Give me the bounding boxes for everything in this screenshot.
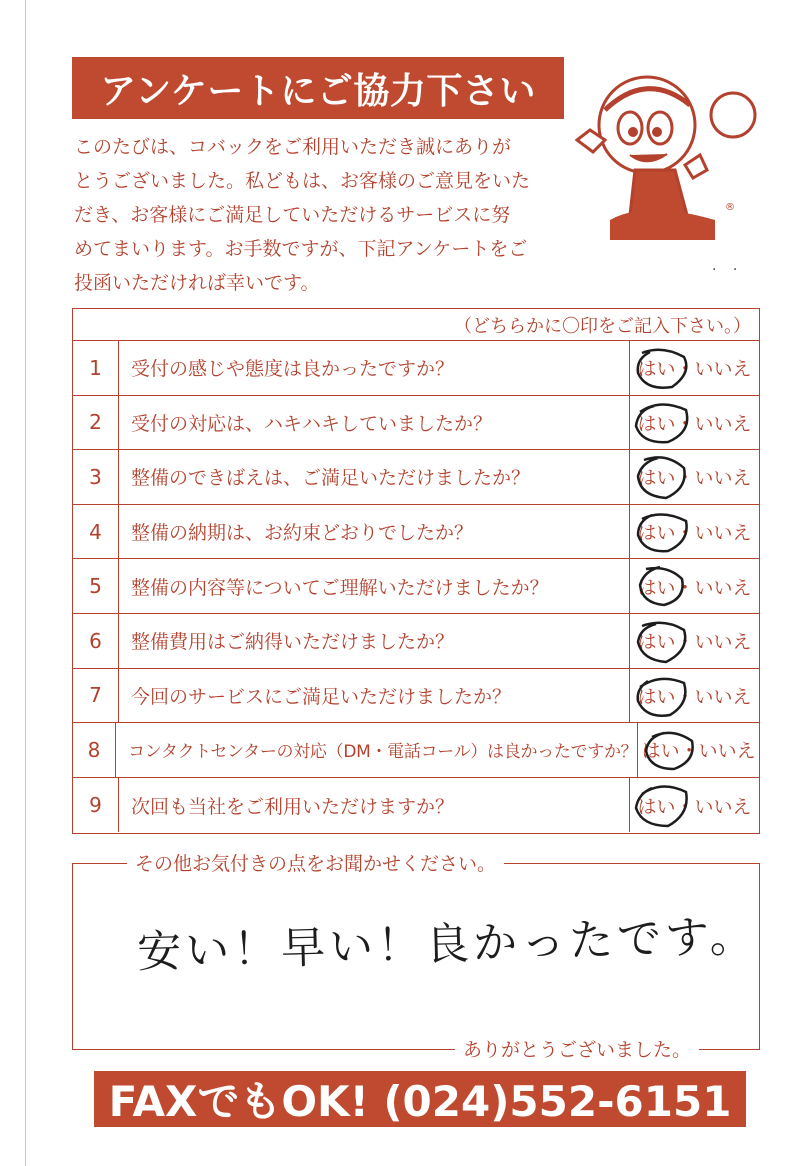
question-text: 今回のサービスにご満足いただけましたか？ xyxy=(131,685,512,708)
answer-label: はい・いいえ xyxy=(637,358,752,381)
answer-label: はい・いいえ xyxy=(641,740,756,763)
question-row xyxy=(73,669,759,724)
answer-label: はい・いいえ xyxy=(637,522,752,545)
handwritten-comment: 安い！早い！良かったです。 xyxy=(136,910,759,979)
intro-line: めてまいります。お手数ですが、下記アンケートをご xyxy=(74,238,528,260)
question-number: 9 xyxy=(73,778,119,833)
answer-label: はい・いいえ xyxy=(637,576,752,599)
question-row xyxy=(73,614,759,669)
question-number: 4 xyxy=(73,505,119,559)
question-number: 2 xyxy=(73,396,119,450)
survey-title: アンケートにご協力下さい xyxy=(72,57,564,119)
question-text: コンタクトセンターの対応（DM・電話コール）は良かったですか？ xyxy=(128,742,638,763)
question-text: 整備の内容等についてご理解いただけましたか？ xyxy=(131,576,549,599)
intro-line: 投函いただければ幸いです。 xyxy=(74,272,320,294)
dots-decoration: · · xyxy=(712,262,744,278)
question-text: 受付の対応は、ハキハキしていましたか？ xyxy=(131,412,493,435)
survey-instruction: （どちらかに〇印をご記入下さい。） xyxy=(73,309,759,341)
registered-mark: ® xyxy=(725,202,735,213)
answer-label: はい・いいえ xyxy=(637,467,752,490)
answer-choice[interactable] xyxy=(637,723,759,777)
answer-label: はい・いいえ xyxy=(637,412,752,435)
intro-line: このたびは、コバックをご利用いただき誠にありが xyxy=(74,136,512,158)
question-text: 次回も当社をご利用いただけますか？ xyxy=(131,795,455,818)
question-number: 7 xyxy=(73,669,119,723)
question-text: 受付の感じや態度は良かったですか？ xyxy=(131,358,455,381)
question-row xyxy=(73,396,759,451)
answer-choice[interactable] xyxy=(629,341,759,395)
comments-box[interactable] xyxy=(72,853,760,1061)
answer-choice[interactable] xyxy=(629,614,759,668)
question-row xyxy=(73,723,759,778)
fax-banner: FAXでもOK! (024)552-6151 xyxy=(94,1071,746,1127)
answer-choice[interactable] xyxy=(629,396,759,450)
intro-text xyxy=(74,130,578,300)
comments-label: その他お気付きの点をお聞かせください。 xyxy=(127,849,504,876)
answer-choice[interactable] xyxy=(629,669,759,723)
question-text: 整備のできばえは、ご満足いただけましたか？ xyxy=(131,467,531,490)
intro-line: とうございました。私どもは、お客様のご意見をいた xyxy=(74,170,531,192)
question-row xyxy=(73,341,759,396)
question-row xyxy=(73,505,759,560)
intro-line: だき、お客様にご満足していただけるサービスに努 xyxy=(74,204,511,226)
question-text: 整備の納期は、お約束どおりでしたか？ xyxy=(131,522,474,545)
question-number: 5 xyxy=(73,559,119,613)
answer-choice[interactable] xyxy=(629,450,759,504)
mascot-character-icon xyxy=(575,70,770,250)
question-number: 3 xyxy=(73,450,119,504)
answer-choice[interactable] xyxy=(629,505,759,559)
answer-choice[interactable] xyxy=(629,778,759,833)
question-number: 6 xyxy=(73,614,119,668)
answer-label: はい・いいえ xyxy=(637,685,752,708)
answer-choice[interactable] xyxy=(629,559,759,613)
thanks-text: ありがとうございました。 xyxy=(455,1035,699,1062)
survey-table xyxy=(72,308,760,834)
question-row xyxy=(73,559,759,614)
question-number: 8 xyxy=(73,723,116,777)
answer-label: はい・いいえ xyxy=(637,631,752,654)
answer-label: はい・いいえ xyxy=(637,795,752,818)
question-row xyxy=(73,778,759,833)
page-edge-line xyxy=(25,0,26,1166)
question-text: 整備費用はご納得いただけましたか？ xyxy=(131,631,455,654)
question-number: 1 xyxy=(73,341,119,395)
question-row xyxy=(73,450,759,505)
